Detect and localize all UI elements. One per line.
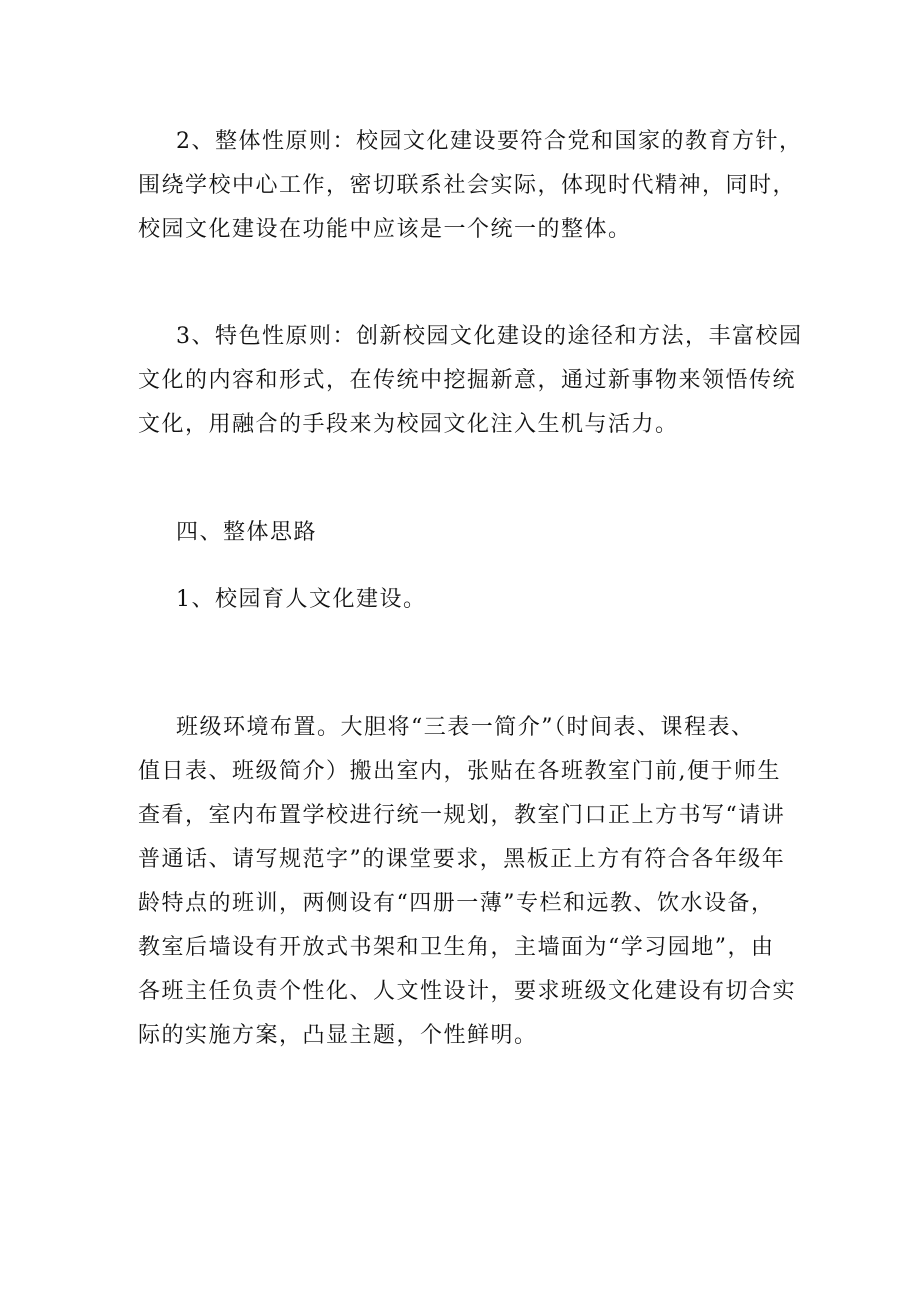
subsection-heading-campus-culture [138,578,788,622]
text-line: 普通话、请写规范字”的课堂要求，黑板正上方有符合各年级年 [138,847,786,872]
text-line: 1、校园育人文化建设。 [176,587,427,612]
text-line: 际的实施方案，凸显主题，个性鲜明。 [138,1023,538,1048]
text-line: 2、整体性原则：校园文化建设要符合党和国家的教育方针， [176,129,803,154]
paragraph-holistic-principle [138,120,803,252]
section-heading-overall-approach [138,511,788,555]
text-line: 文化的内容和形式，在传统中挖掘新意，通过新事物来领悟传统 [138,368,797,393]
text-line: 校园文化建设在功能中应该是一个统一的整体。 [138,217,632,242]
text-line: 班级环境布置。大胆将“三表一简介”（时间表、课程表、 [176,715,755,740]
paragraph-distinctive-principle [138,315,803,447]
text-line: 查看，室内布置学校进行统一规划，教室门口正上方书写“请讲 [138,803,786,828]
text-line: 各班主任负责个性化、人文性设计，要求班级文化建设有切合实 [138,979,797,1004]
text-line: 教室后墙设有开放式书架和卫生角，主墙面为“学习园地”，由 [138,935,775,960]
text-line: 值日表、班级简介）搬出室内，张贴在各班教室门前,便于师生 [138,759,781,784]
text-line: 龄特点的班训，两侧设有“四册一薄”专栏和远教、饮水设备， [138,891,775,916]
text-line: 3、特色性原则：创新校园文化建设的途径和方法，丰富校园 [176,324,803,349]
text-line: 围绕学校中心工作，密切联系社会实际，体现时代精神，同时， [138,173,797,198]
text-line: 文化，用融合的手段来为校园文化注入生机与活力。 [138,412,679,437]
paragraph-classroom-environment [138,706,797,1058]
text-line: 四、整体思路 [176,520,318,545]
